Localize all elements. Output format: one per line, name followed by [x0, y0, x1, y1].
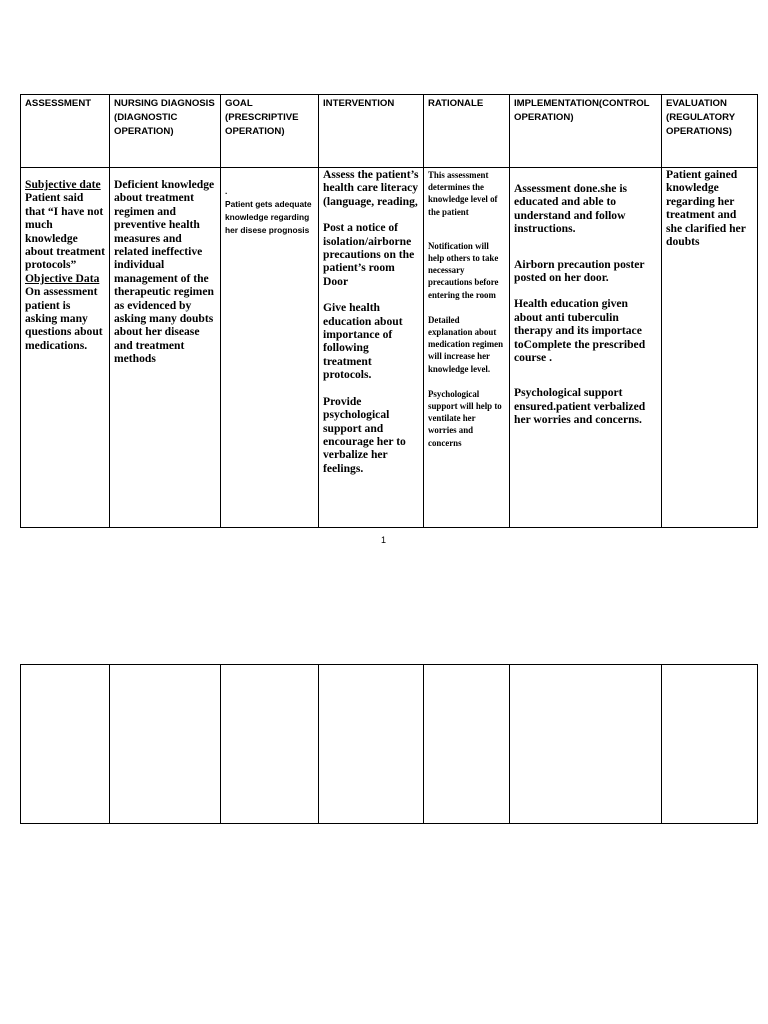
- diagnosis-cell: [110, 168, 221, 528]
- empty-cell: [319, 665, 424, 824]
- implementation-item: Assessment done.she is educated and able to understand and follow instructions.: [514, 182, 628, 236]
- diagnosis-text: Deficient knowledge about treatment regimen and preventive health measures and related ineffective individual management of the therapeutic regimen as evidenced by asking many doubts about her disease and treatment methods: [114, 178, 215, 366]
- rationale-item: Psychological support will help to ventilate her worries and concerns: [428, 388, 502, 448]
- empty-cell: [110, 665, 221, 824]
- header-row: [21, 95, 758, 168]
- implementation-cell: [510, 168, 662, 528]
- header-assessment: ASSESSMENT: [21, 95, 110, 168]
- goal-dot: .: [225, 186, 228, 196]
- empty-table: [20, 664, 758, 824]
- header-implementation: IMPLEMENTATION(CONTROL OPERATION): [510, 95, 662, 168]
- evaluation-text: Patient gained knowledge regarding her treatment and she clarified her doubts: [666, 168, 746, 249]
- header-rationale: RATIONALE: [424, 95, 510, 168]
- empty-cell: [662, 665, 758, 824]
- page-number: 1: [381, 535, 387, 545]
- subjective-text: Patient said that “I have not much knowledge about treatment protocols”: [25, 191, 105, 272]
- header-evaluation: EVALUATION (REGULATORY OPERATIONS): [662, 95, 758, 168]
- goal-text: Patient gets adequate knowledge regarding her disese prognosis: [225, 199, 312, 235]
- implementation-item: Airborn precaution poster posted on her door.: [514, 257, 645, 285]
- empty-cell: [510, 665, 662, 824]
- content-row: [21, 168, 758, 528]
- implementation-item: Psychological support ensured.patient verbalized her worries and concerns.: [514, 386, 646, 427]
- intervention-cell: [319, 168, 424, 528]
- objective-heading: Objective Data: [25, 271, 100, 285]
- intervention-item: Assess the patient’s health care literacy (language, reading,: [323, 168, 419, 208]
- implementation-item: Health education given about anti tuberculin therapy and its importace toComplete the prescribed course .: [514, 297, 646, 365]
- intervention-item: Provide psychological support and encourage her to verbalize her feelings.: [323, 394, 406, 475]
- subjective-heading: Subjective date: [25, 178, 101, 191]
- objective-text: On assessment patient is asking many questions about medications.: [25, 285, 103, 352]
- assessment-cell: [21, 168, 110, 528]
- empty-row: [21, 665, 758, 824]
- rationale-item: This assessment determines the knowledge level of the patient: [428, 170, 498, 217]
- empty-cell: [21, 665, 110, 824]
- empty-cell: [424, 665, 510, 824]
- empty-cell: [221, 665, 319, 824]
- rationale-item: Notification will help others to take necessary precautions before entering the room: [428, 240, 499, 300]
- intervention-item: Post a notice of isolation/airborne precautions on the patient’s room Door: [323, 221, 415, 288]
- evaluation-cell: [662, 168, 758, 528]
- header-goal: GOAL (PRESCRIPTIVE OPERATION): [221, 95, 319, 168]
- header-diagnosis: NURSING DIAGNOSIS (DIAGNOSTIC OPERATION): [110, 95, 221, 168]
- rationale-item: Detailed explanation about medication regimen will increase her knowledge level.: [428, 314, 504, 374]
- care-plan-table: [20, 94, 758, 528]
- header-intervention: INTERVENTION: [319, 95, 424, 168]
- goal-cell: [221, 168, 319, 528]
- rationale-cell: [424, 168, 510, 528]
- intervention-item: Give health education about importance of following treatment protocols.: [323, 301, 403, 382]
